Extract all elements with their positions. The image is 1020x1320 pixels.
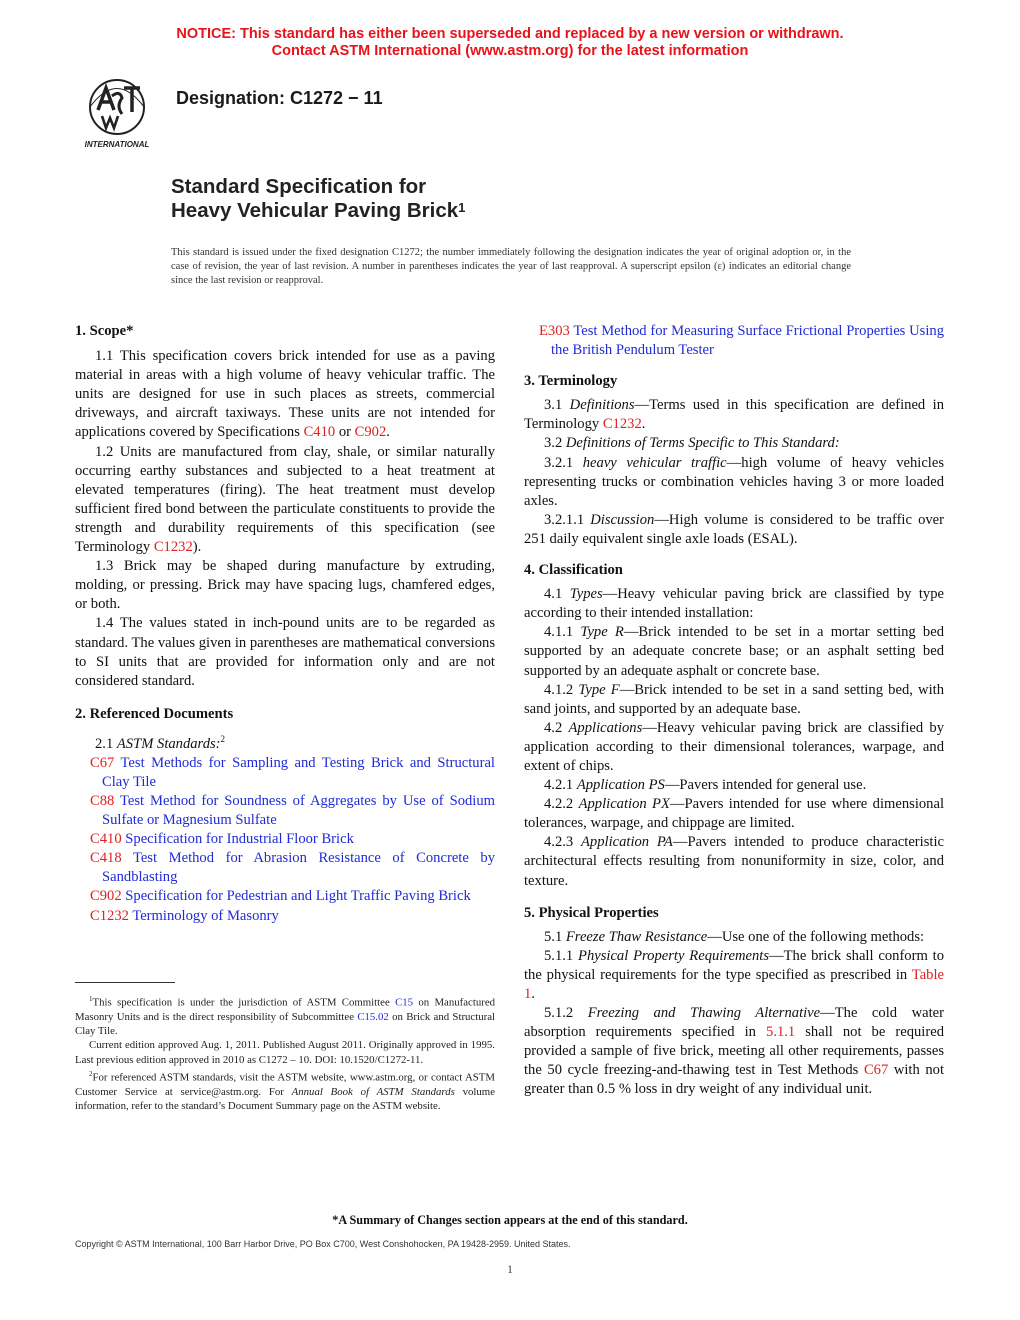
footnote-2 (75, 1067, 495, 1113)
footnote-2-italic: Annual Book of ASTM Standards (291, 1085, 455, 1098)
para-num: 3.2.1 (544, 454, 583, 471)
term: Definitions of Terms Specific to This Standard: (565, 435, 840, 452)
para-end: with not greater than 0.5 % loss in dry weight of any individual unit. (524, 1062, 945, 1098)
para-num: 4.1 (544, 586, 570, 603)
footnote-1-mark: 1 (89, 995, 93, 1003)
para-num: 4.2 (544, 719, 569, 736)
para-text: —Heavy vehicular paving brick are classified by type according to their intended installation: (524, 586, 945, 622)
para-text: —High volume is considered to be traffic over 251 daily equivalent single axle loads (ESAL). (524, 511, 945, 547)
para-1-1-mid: or (335, 424, 355, 441)
para-4-2 (524, 719, 944, 776)
footnote-2-text: For referenced ASTM standards, visit the ASTM website, www.astm.org, or contact ASTM Customer Service at service@astm.org. For (75, 1071, 495, 1098)
para-num: 5.1 (544, 928, 566, 945)
para-text: —The cold water absorption requirements specified in (524, 1005, 944, 1041)
para-num: 3.2 (544, 435, 566, 452)
para-text: —Pavers intended to produce characteristic architectural effects resulting from nonuniformity in size, color, and texture. (524, 834, 944, 889)
reference-item[interactable] (75, 830, 495, 849)
reference-name[interactable]: Terminology of Masonry (132, 907, 279, 924)
para-1-1-text: 1.1 This specification covers brick intended for use as a paving material in areas with a high volume of heavy vehicular traffic. The units are designed for use in such places as streets, commercial driveways, and aircraft taxiways. These units are not intended for applications covered by Specifications (75, 348, 495, 441)
preamble: This standard is issued under the fixed designation C1272; the number immediately following the designation indicates the year of original adoption or, in the case of revision, the year of last revision. A number in parentheses indicates the year of last reapproval. A superscript epsilon (ε) indicates an editorial change since the last revision or reapproval. (171, 247, 851, 287)
reference-item[interactable] (75, 907, 495, 926)
term: Type F (578, 681, 620, 698)
footnote-1 (75, 992, 495, 1038)
para-5-1-1 (524, 947, 944, 1004)
copyright: Copyright © ASTM International, 100 Barr Harbor Drive, PO Box C700, West Conshohocken, PA 19428-2959. United States. (75, 1239, 571, 1249)
para-text: —Pavers intended for general use. (664, 777, 867, 794)
para-1-2-text: 1.2 Units are manufactured from clay, shale, or similar naturally occurring earthy substances and subjected to a heat treatment at elevated temperatures (firing). The heat treatment must develop sufficient fired bond between the particulate constituents to provide the strength and durability requirements of this specification (see Terminology (75, 443, 495, 556)
term: Application PA (581, 834, 673, 851)
footnote-2-mark: 2 (89, 1070, 93, 1079)
para-num: 4.1.1 (544, 624, 581, 641)
link-c1232[interactable]: C1232 (602, 416, 642, 433)
term: Types (569, 586, 603, 603)
reference-code[interactable]: C418 (90, 850, 122, 867)
para-num: 4.2.3 (544, 834, 581, 851)
link-c67[interactable]: C67 (863, 1062, 889, 1079)
title-line-1: Standard Specification for (171, 175, 427, 198)
footnote-1-text: This specification is under the jurisdiction of ASTM Committee (92, 996, 396, 1009)
term: heavy vehicular traffic (582, 454, 727, 471)
term: Definitions (569, 397, 635, 414)
page-title (171, 175, 465, 223)
designation: Designation: C1272 − 11 (176, 88, 383, 108)
para-4-2-1 (524, 776, 944, 795)
para-3-1 (524, 396, 944, 434)
reference-code[interactable]: C410 (90, 831, 122, 848)
para-end: . (641, 416, 646, 433)
para-end: . (531, 986, 535, 1002)
para-4-1 (524, 585, 944, 623)
link-c410[interactable]: C410 (303, 424, 336, 441)
section-1-heading: 1. Scope* (75, 323, 134, 339)
para-5-1-2 (524, 1004, 944, 1099)
para-1-1 (75, 347, 495, 442)
term: Freeze Thaw Resistance (565, 928, 708, 945)
reference-item[interactable] (75, 754, 495, 792)
para-text: —Heavy vehicular paving brick are classified by application according to their dimensional tolerances, warpage, and extent of chips. (524, 719, 944, 774)
para-4-1-1 (524, 623, 944, 680)
reference-name[interactable]: Test Method for Measuring Surface Frictional Properties Using the British Pendulum Tester (551, 323, 945, 359)
section-3-heading: 3. Terminology (524, 373, 618, 390)
reference-code[interactable]: C67 (90, 754, 115, 771)
reference-item[interactable] (524, 322, 944, 360)
para-2-1 (75, 730, 495, 754)
term: Freezing and Thawing Alternative (587, 1005, 821, 1022)
footnote-2-mark[interactable]: 2 (220, 733, 226, 744)
para-num: 4.2.1 (544, 777, 577, 794)
footnote-1-edition: Current edition approved Aug. 1, 2011. Published August 2011. Originally approved in 1995. Last previous edition approved in 2010 as C1272 – 10. DOI: 10.1520/C1272-11. (75, 1039, 495, 1066)
para-1-2 (75, 443, 495, 558)
left-column (75, 322, 495, 926)
section-2-heading: 2. Referenced Documents (75, 705, 234, 722)
para-2-1-num: 2.1 (95, 735, 117, 752)
term: Applications (568, 719, 643, 736)
para-num: 4.1.2 (544, 681, 579, 698)
reference-item[interactable] (75, 792, 495, 830)
footnote-divider (75, 982, 175, 983)
para-4-1-2 (524, 681, 944, 719)
term: Physical Property Requirements (578, 947, 770, 964)
link-5-1-1[interactable]: 5.1.1 (766, 1024, 796, 1041)
para-3-2-1-1 (524, 511, 944, 549)
para-1-3: 1.3 Brick may be shaped during manufacture by extruding, molding, or pressing. Brick may have spacing lugs, chamfered edges, or both. (75, 558, 495, 613)
reference-code[interactable]: C1232 (90, 907, 129, 924)
para-text: —Brick intended to be set in a sand setting bed, with sand joints, and supported by an adequate base. (524, 681, 944, 717)
reference-name[interactable]: Specification for Pedestrian and Light Traffic Paving Brick (125, 888, 471, 905)
term: Discussion (590, 511, 655, 528)
footnotes (75, 992, 495, 1114)
right-column (524, 322, 944, 1100)
notice-line-2: Contact ASTM International (www.astm.org) for the latest information (271, 43, 749, 59)
para-text: —The brick shall conform to the physical requirements for the type specified as prescribed in (524, 947, 944, 983)
footnote-2-end: volume information, refer to the standard’s Document Summary page on the ASTM website. (75, 1085, 495, 1113)
reference-name[interactable]: Test Methods for Sampling and Testing Brick and Structural Clay Tile (102, 754, 495, 790)
notice-banner (0, 26, 1020, 60)
reference-code[interactable]: E303 (539, 323, 570, 339)
para-num: 3.2.1.1 (544, 511, 591, 528)
reference-code[interactable]: C902 (90, 888, 122, 905)
para-num: 4.2.2 (544, 796, 579, 813)
reference-code[interactable]: C88 (90, 793, 115, 810)
para-text: —Brick intended to be set in a mortar setting bed supported by an adequate concrete base; or an asphalt setting bed supported by an adequate asphalt or concrete base. (524, 624, 944, 679)
title-line-2-text: Heavy Vehicular Paving Brick (171, 199, 459, 222)
link-table-1[interactable]: Table 1 (524, 966, 944, 1002)
footnote-1-mid: on Manufactured Masonry Units and is the direct responsibility of Subcommittee (75, 996, 496, 1023)
link-subcommittee-c15-02[interactable]: C15.02 (357, 1010, 389, 1023)
para-3-2 (524, 434, 944, 453)
para-4-2-3 (524, 833, 944, 890)
term: Application PS (576, 777, 665, 794)
reference-name[interactable]: Test Method for Abrasion Resistance of Concrete by Sandblasting (102, 850, 495, 886)
footnote-1-end: on Brick and Structural Clay Tile. (75, 1010, 496, 1038)
para-1-2-end: ). (192, 539, 202, 556)
para-text: —high volume of heavy vehicles representing trucks or combination vehicles having 3 or more loaded axles. (524, 454, 945, 509)
summary-of-changes-note: *A Summary of Changes section appears at the end of this standard. (332, 1213, 688, 1227)
para-text: —Terms used in this specification are defined in Terminology (524, 397, 945, 433)
para-num: 5.1.1 (544, 947, 579, 964)
title-footnote-mark[interactable]: 1 (458, 200, 466, 215)
para-4-2-2 (524, 795, 944, 833)
para-1-1-end: . (386, 424, 390, 441)
para-5-1 (524, 928, 944, 947)
logo-label: INTERNATIONAL (84, 140, 150, 149)
astm-logo-icon (76, 76, 158, 150)
link-c1232[interactable]: C1232 (153, 539, 193, 556)
section-4-heading: 4. Classification (524, 562, 623, 579)
reference-name[interactable]: Specification for Industrial Floor Brick (125, 831, 354, 848)
title-line-2 (171, 199, 465, 223)
para-num: 3.1 (544, 397, 570, 414)
para-text-2: shall not be required provided a sample of five brick, meeting all other requirements, passes the 50 cycle freezing-and-thawing test in Test Methods (524, 1024, 944, 1079)
reference-name[interactable]: Test Method for Soundness of Aggregates by Use of Sodium Sulfate or Magnesium Sulfate (102, 793, 495, 829)
para-2-1-label: ASTM Standards: (116, 735, 221, 752)
section-5-heading: 5. Physical Properties (524, 904, 659, 921)
para-text: —Use one of the following methods: (707, 928, 925, 945)
notice-line-1: NOTICE: This standard has either been superseded and replaced by a new version or withdrawn. (176, 26, 844, 42)
reference-list (75, 754, 495, 926)
term: Type R (580, 624, 624, 641)
reference-item[interactable] (75, 887, 495, 906)
page-number: 1 (507, 1262, 513, 1276)
link-committee-c15[interactable]: C15 (395, 996, 414, 1009)
para-3-2-1 (524, 454, 944, 511)
para-num: 5.1.2 (544, 1005, 588, 1022)
link-c902[interactable]: C902 (354, 424, 387, 441)
para-text: —Pavers intended for use where dimensional tolerances, warpage, and chippage are limited. (524, 796, 945, 832)
reference-item[interactable] (75, 849, 495, 887)
para-1-4: 1.4 The values stated in inch-pound units are to be regarded as standard. The values given in parentheses are mathematical conversions to SI units that are provided for information only and are not considered standard. (75, 615, 495, 689)
term: Application PX (578, 796, 670, 813)
